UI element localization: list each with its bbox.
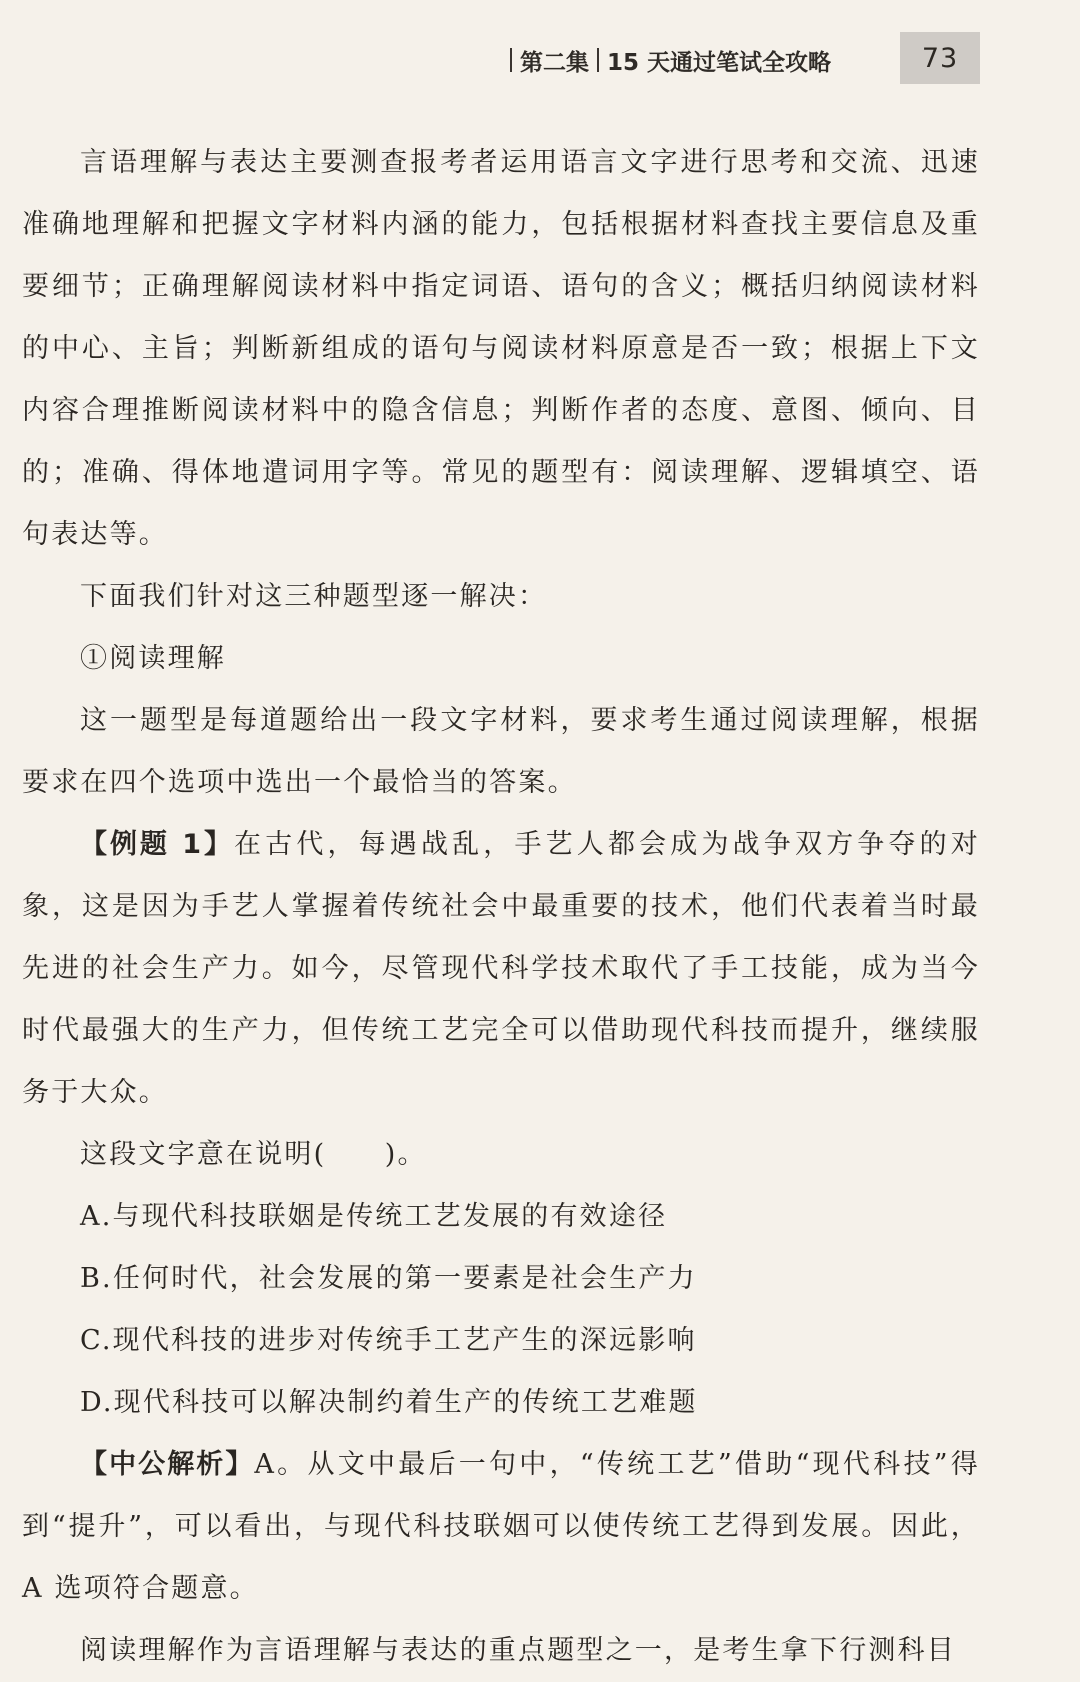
option-a: A.与现代科技联姻是传统工艺发展的有效途径 <box>80 1201 668 1232</box>
example-label: 【例题 1】 <box>80 829 234 860</box>
header-divider <box>510 48 512 72</box>
transition-paragraph: 下面我们针对这三种题型逐一解决： <box>80 581 548 612</box>
example-text: 在古代，每遇战乱，手艺人都会成为战争双方争夺的对象，这是因为手艺人掌握着传统社会中最重要的技术，他们代表着当时最先进的社会生产力。如今，尽管现代科学技术取代了手工技能，成为当今时代最强大的生产力，但传统工艺完全可以借助现代科技而提升，继续服务于大众。 <box>22 829 980 1108</box>
question-stem: 这段文字意在说明( )。 <box>80 1139 427 1170</box>
analysis-paragraph <box>22 1434 980 1620</box>
option-c: C.现代科技的进步对传统手工艺产生的深远影响 <box>80 1325 697 1356</box>
example-paragraph <box>22 814 980 1124</box>
header-divider <box>597 48 599 72</box>
analysis-label: 【中公解析】 <box>80 1449 255 1480</box>
header-book-title: 15 天通过笔试全攻略 <box>607 49 832 76</box>
analysis-text: A。从文中最后一句中，“传统工艺”借助“现代科技”得到“提升”，可以看出，与现代科技联姻可以使传统工艺得到发展。因此，A 选项符合题意。 <box>22 1449 980 1604</box>
subheading-reading: ①阅读理解 <box>80 643 226 674</box>
closing-paragraph: 阅读理解作为言语理解与表达的重点题型之一，是考生拿下行测科目 <box>80 1635 956 1666</box>
type-description: 这一题型是每道题给出一段文字材料，要求考生通过阅读理解，根据要求在四个选项中选出一个最恰当的答案。 <box>22 705 980 798</box>
running-header <box>510 40 831 80</box>
header-section: 第二集 <box>520 49 589 76</box>
page-number: 73 <box>900 32 980 84</box>
intro-paragraph: 言语理解与表达主要测查报考者运用语言文字进行思考和交流、迅速准确地理解和把握文字材料内涵的能力，包括根据材料查找主要信息及重要细节；正确理解阅读材料中指定词语、语句的含义；概括归纳阅读材料的中心、主旨；判断新组成的语句与阅读材料原意是否一致；根据上下文内容合理推断阅读材料中的隐含信息；判断作者的态度、意图、倾向、目的；准确、得体地遣词用字等。常见的题型有：阅读理解、逻辑填空、语句表达等。 <box>22 147 980 550</box>
page-body <box>22 132 980 1682</box>
option-d: D.现代科技可以解决制约着生产的传统工艺难题 <box>80 1387 698 1418</box>
option-b: B.任何时代，社会发展的第一要素是社会生产力 <box>80 1263 697 1294</box>
